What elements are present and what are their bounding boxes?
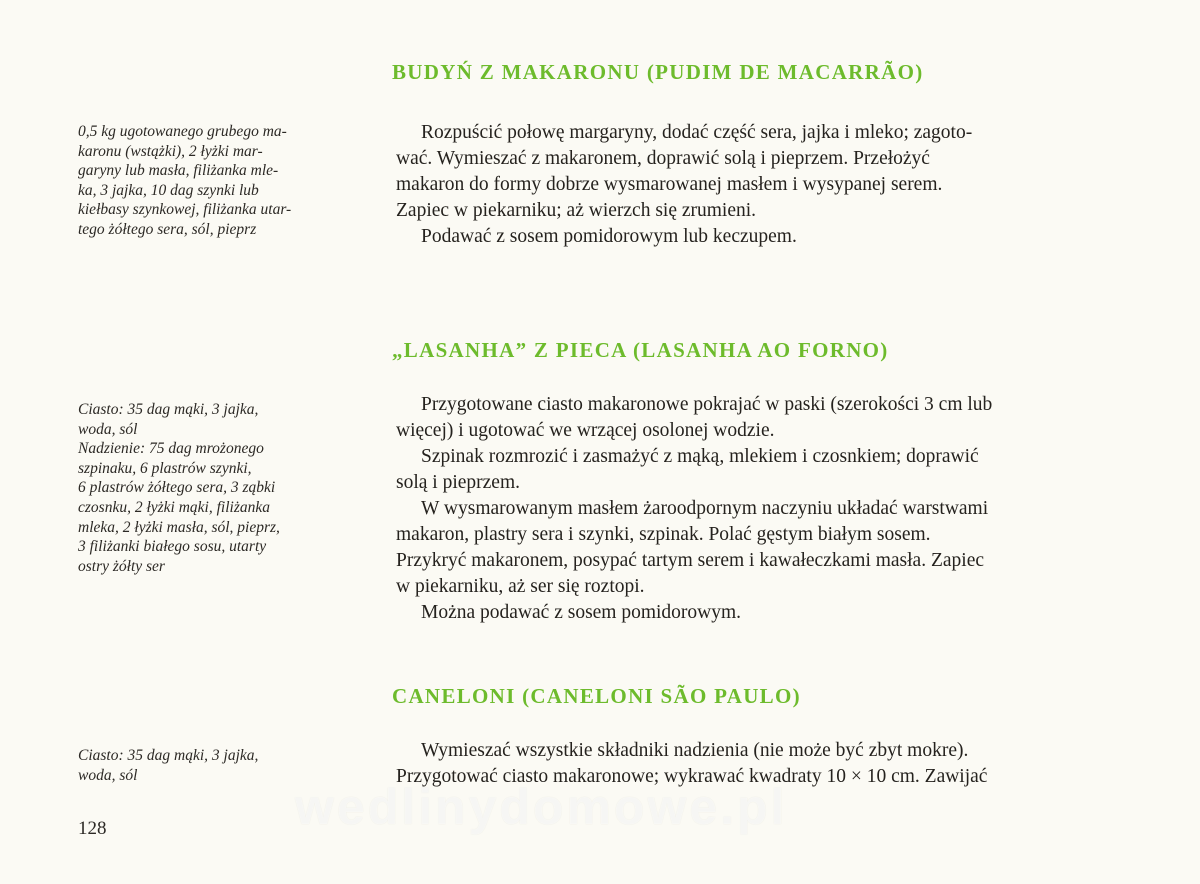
ingredient-line: ostry żółty ser bbox=[78, 557, 165, 575]
ingredients-budyn bbox=[78, 122, 360, 240]
instruction-line: w piekarniku, aż ser się roztopi. bbox=[396, 576, 645, 597]
instruction-line: więcej) i ugotować we wrzącej osolonej wodzie. bbox=[396, 420, 775, 441]
instruction-line: Zapiec w piekarniku; aż wierzch się zrumieni. bbox=[396, 200, 757, 221]
instruction-line: Przygotować ciasto makaronowe; wykrawać kwadraty 10 × 10 cm. Zawijać bbox=[396, 766, 988, 787]
instruction-line: Przygotowane ciasto makaronowe pokrajać w paski (szerokości 3 cm lub bbox=[421, 394, 993, 415]
page-number: 128 bbox=[78, 818, 107, 839]
ingredient-line: karonu (wstążki), 2 łyżki mar- bbox=[78, 142, 263, 160]
ingredient-line: garyny lub masła, filiżanka mle- bbox=[78, 162, 279, 180]
ingredient-line: ka, 3 jajka, 10 dag szynki lub bbox=[78, 181, 259, 199]
ingredient-line: Ciasto: 35 dag mąki, 3 jajka, bbox=[78, 401, 259, 418]
ingredient-line: 6 plastrów żółtego sera, 3 ząbki bbox=[78, 479, 276, 497]
recipe-title-lasanha: „LASANHA” Z PIECA (LASANHA AO FORNO) bbox=[392, 338, 889, 362]
ingredient-line: czosnku, 2 łyżki mąki, filiżanka bbox=[78, 498, 270, 516]
instruction-line: wać. Wymieszać z makaronem, doprawić solą i pieprzem. Przełożyć bbox=[396, 148, 930, 169]
ingredient-line: kiełbasy szynkowej, filiżanka utar- bbox=[78, 201, 292, 219]
instruction-line: W wysmarowanym masłem żaroodpornym naczyniu układać warstwami bbox=[421, 498, 989, 519]
instruction-line: Rozpuścić połowę margaryny, dodać część sera, jajka i mleko; zagoto- bbox=[421, 122, 973, 143]
ingredient-line: tego żółtego sera, sól, pieprz bbox=[78, 220, 257, 238]
instruction-line: solą i pieprzem. bbox=[396, 472, 520, 493]
ingredient-line: mleka, 2 łyżki masła, sól, pieprz, bbox=[78, 518, 280, 536]
watermark: wedlinydomowe.pl bbox=[295, 779, 788, 835]
recipe-title-budyn: BUDYŃ Z MAKARONU (PUDIM DE MACARRÃO) bbox=[392, 60, 924, 84]
instruction-line: Można podawać z sosem pomidorowym. bbox=[421, 602, 742, 623]
ingredient-line: 3 filiżanki białego sosu, utarty bbox=[78, 538, 267, 556]
instruction-line: Przykryć makaronem, posypać tartym serem i kawałeczkami masła. Zapiec bbox=[396, 550, 985, 571]
ingredients-lasanha bbox=[78, 400, 360, 576]
instruction-line: Wymieszać wszystkie składniki nadzienia (nie może być zbyt mokre). bbox=[421, 740, 969, 761]
ingredient-line: woda, sól bbox=[78, 766, 138, 784]
instructions-lasanha bbox=[396, 392, 1130, 626]
instructions-budyn bbox=[396, 120, 1130, 250]
instruction-line: Szpinak rozmrozić i zasmażyć z mąką, mlekiem i czosnkiem; doprawić bbox=[421, 446, 979, 467]
ingredient-line: woda, sól bbox=[78, 420, 138, 438]
ingredient-line: szpinaku, 6 plastrów szynki, bbox=[78, 459, 252, 477]
instruction-line: makaron do formy dobrze wysmarowanej masłem i wysypanej serem. bbox=[396, 174, 943, 195]
instruction-line: Podawać z sosem pomidorowym lub keczupem. bbox=[421, 226, 797, 247]
ingredient-line: Ciasto: 35 dag mąki, 3 jajka, bbox=[78, 747, 259, 764]
ingredient-line: 0,5 kg ugotowanego grubego ma- bbox=[78, 123, 287, 140]
instruction-line: makaron, plastry sera i szynki, szpinak. Polać gęstym białym sosem. bbox=[396, 524, 931, 545]
recipe-title-caneloni: CANELONI (CANELONI SÃO PAULO) bbox=[392, 684, 801, 708]
ingredient-line: Nadzienie: 75 dag mrożonego bbox=[78, 440, 264, 458]
